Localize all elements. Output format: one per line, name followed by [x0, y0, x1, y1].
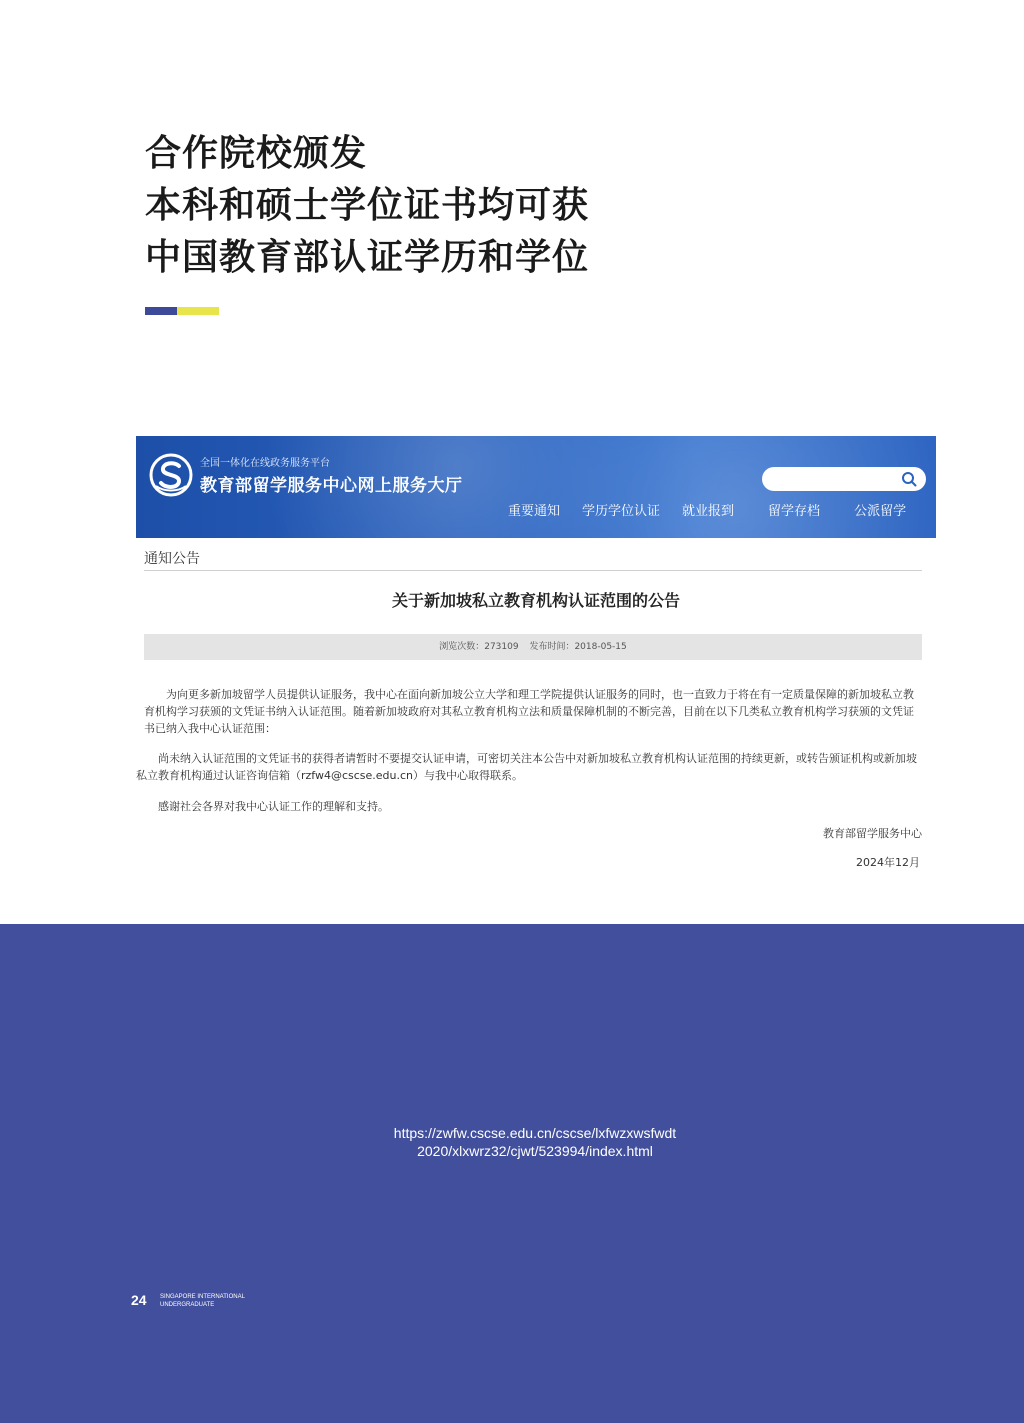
nav-item-archives[interactable]: 留学存档	[768, 504, 821, 519]
notice-paragraph-3: 感谢社会各界对我中心认证工作的理解和支持。	[158, 800, 389, 813]
notice-title: 关于新加坡私立教育机构认证范围的公告	[391, 591, 680, 610]
section-divider	[144, 570, 922, 571]
notice-screenshot	[136, 436, 936, 886]
nav-item-government-study[interactable]: 公派留学	[854, 504, 907, 519]
publication-name	[160, 1293, 245, 1309]
notice-meta	[144, 634, 922, 660]
nav-item-notices[interactable]: 重要通知	[508, 504, 561, 519]
nav-item-degree-verification[interactable]: 学历学位认证	[582, 504, 661, 519]
view-count: 浏览次数：273109	[439, 642, 519, 652]
page-number: 24	[131, 1292, 147, 1308]
nav-item-employment[interactable]: 就业报到	[682, 504, 735, 519]
headline-line-2: 本科和硕士学位证书均可获	[145, 185, 590, 226]
portal-header	[136, 436, 936, 538]
publication-name-line-1: SINGAPORE INTERNATIONAL	[160, 1294, 245, 1300]
cscse-logo-icon	[148, 452, 194, 498]
notice-paragraph-1: 为向更多新加坡留学人员提供认证服务，我中心在面向新加坡公立大学和理工学院提供认证服务的同时，也一直致力于将在有一定质量保障的新加坡私立教育机构学习获颁的文凭证书纳入认证范围。随着新加坡政府对其私立教育机构立法和质量保障机制的不断完善，目前在以下几类私立教育机构学习获颁的文凭证书已纳入我中心认证范围：	[144, 688, 914, 735]
headline	[145, 128, 589, 284]
sign-date: 2024年12月	[856, 856, 920, 869]
accent-bar-yellow	[177, 307, 219, 315]
portal-subtitle: 全国一体化在线政务服务平台	[200, 458, 330, 469]
notice-paragraph-2: 尚未纳入认证范围的文凭证书的获得者请暂时不要提交认证申请，可密切关注本公告中对新加坡私立教育机构认证范围的持续更新，或转告颁证机构或新加坡私立教育机构通过认证咨询信箱（rzfw4@cscse.edu.cn）与我中心取得联系。	[136, 752, 917, 782]
publication-name-line-2: UNDERGRADUATE	[160, 1302, 215, 1308]
search-input[interactable]	[762, 467, 926, 491]
accent-bar	[145, 307, 219, 315]
portal-title: 教育部留学服务中心网上服务大厅	[200, 476, 463, 496]
footer-panel	[0, 924, 1024, 1423]
headline-line-1: 合作院校颁发	[145, 133, 368, 174]
section-label: 通知公告	[144, 551, 200, 567]
signer: 教育部留学服务中心	[823, 827, 922, 840]
headline-line-3: 中国教育部认证学历和学位	[145, 237, 590, 278]
search-icon[interactable]	[901, 471, 917, 487]
source-url	[0, 1124, 1024, 1160]
source-url-line-2: 2020/xlxwrz32/cjwt/523994/index.html	[417, 1143, 653, 1159]
portal-nav	[508, 500, 928, 519]
publish-date: 发布时间：2018-05-15	[529, 642, 627, 652]
accent-bar-blue	[145, 307, 177, 315]
source-url-line-1: https://zwfw.cscse.edu.cn/cscse/lxfwzxwsfwdt	[393, 1125, 677, 1141]
